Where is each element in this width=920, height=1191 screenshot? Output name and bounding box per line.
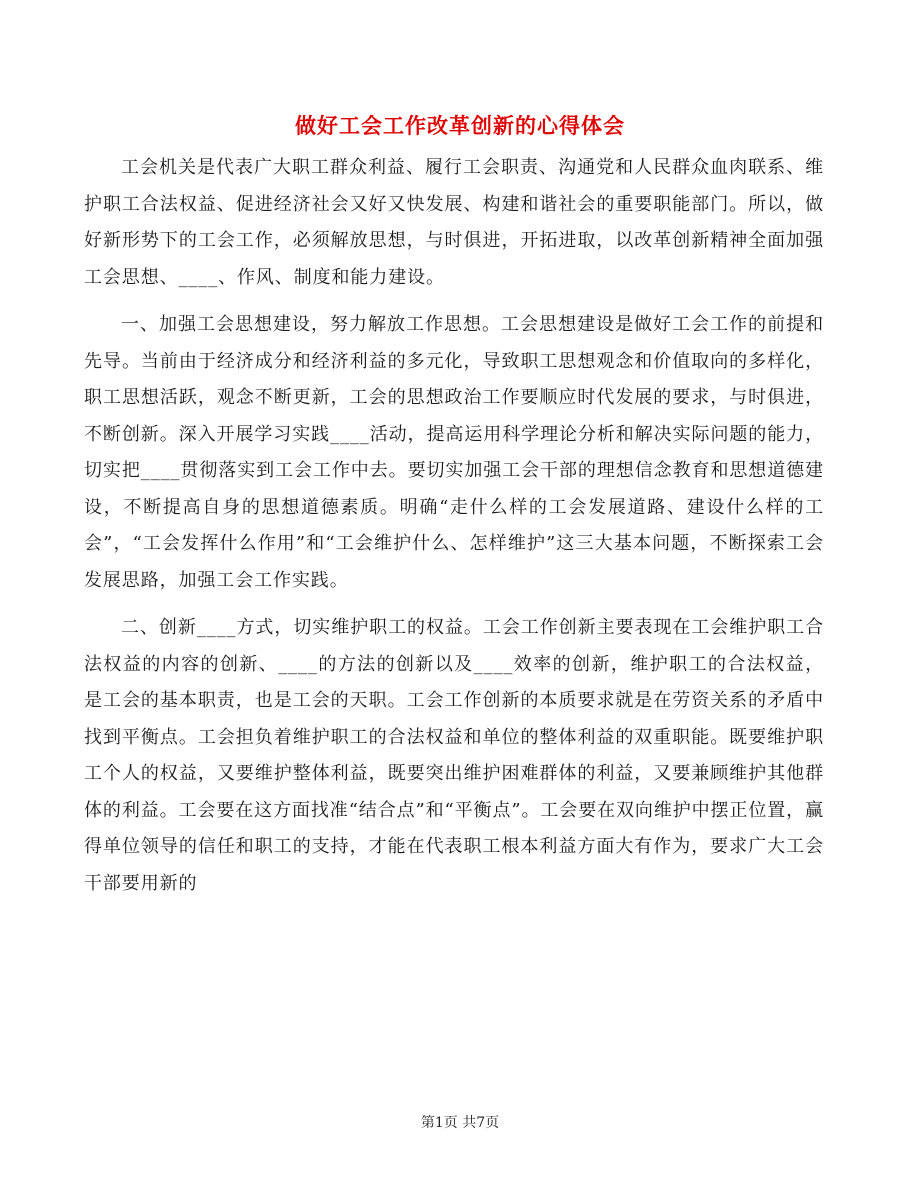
document-body — [84, 150, 824, 913]
document-title: 做好工会工作改革创新的心得体会 — [295, 113, 625, 138]
page-number-footer: 第1页 共7页 — [420, 1115, 500, 1131]
paragraph-section-one: 一、加强工会思想建设，努力解放工作思想。工会思想建设是做好工会工作的前提和先导。当前由于经济成分和经济利益的多元化，导致职工思想观念和价值取向的多样化，职工思想活跃，观念不断更新，工会的思想政治工作要顺应时代发展的要求，与时俱进，不断创新。深入开展学习实践____活动，提高运用科学理论分析和解决实际问题的能力，切实把____贯彻落实到工会工作中去。要切实加强工会干部的理想信念教育和思想道德建设，不断提高自身的思想道德素质。明确“走什么样的工会发展道路、建设什么样的工会”，“工会发挥什么作用”和“工会维护什么、怎样维护”这三大基本问题，不断探索工会发展思路，加强工会工作实践。 — [84, 314, 824, 591]
paragraph-section-two: 二、创新____方式，切实维护职工的权益。工会工作创新主要表现在工会维护职工合法权益的内容的创新、____的方法的创新以及____效率的创新，维护职工的合法权益，是工会的基本职责，也是工会的天职。工会工作创新的本质要求就是在劳资关系的矛盾中找到平衡点。工会担负着维护职工的合法权益和单位的整体利益的双重职能。既要维护职工个人的权益，又要维护整体利益，既要突出维护困难群体的利益，又要兼顾维护其他群体的利益。工会要在这方面找准“结合点”和“平衡点”。工会要在双向维护中摆正位置，赢得单位领导的信任和职工的支持，才能在代表职工根本利益方面大有作为，要求广大工会干部要用新的 — [84, 617, 824, 894]
paragraph-intro: 工会机关是代表广大职工群众利益、履行工会职责、沟通党和人民群众血肉联系、维护职工合法权益、促进经济社会又好又快发展、构建和谐社会的重要职能部门。所以，做好新形势下的工会工作，必须解放思想，与时俱进，开拓进取，以改革创新精神全面加强工会思想、____、作风、制度和能力建设。 — [84, 157, 824, 288]
